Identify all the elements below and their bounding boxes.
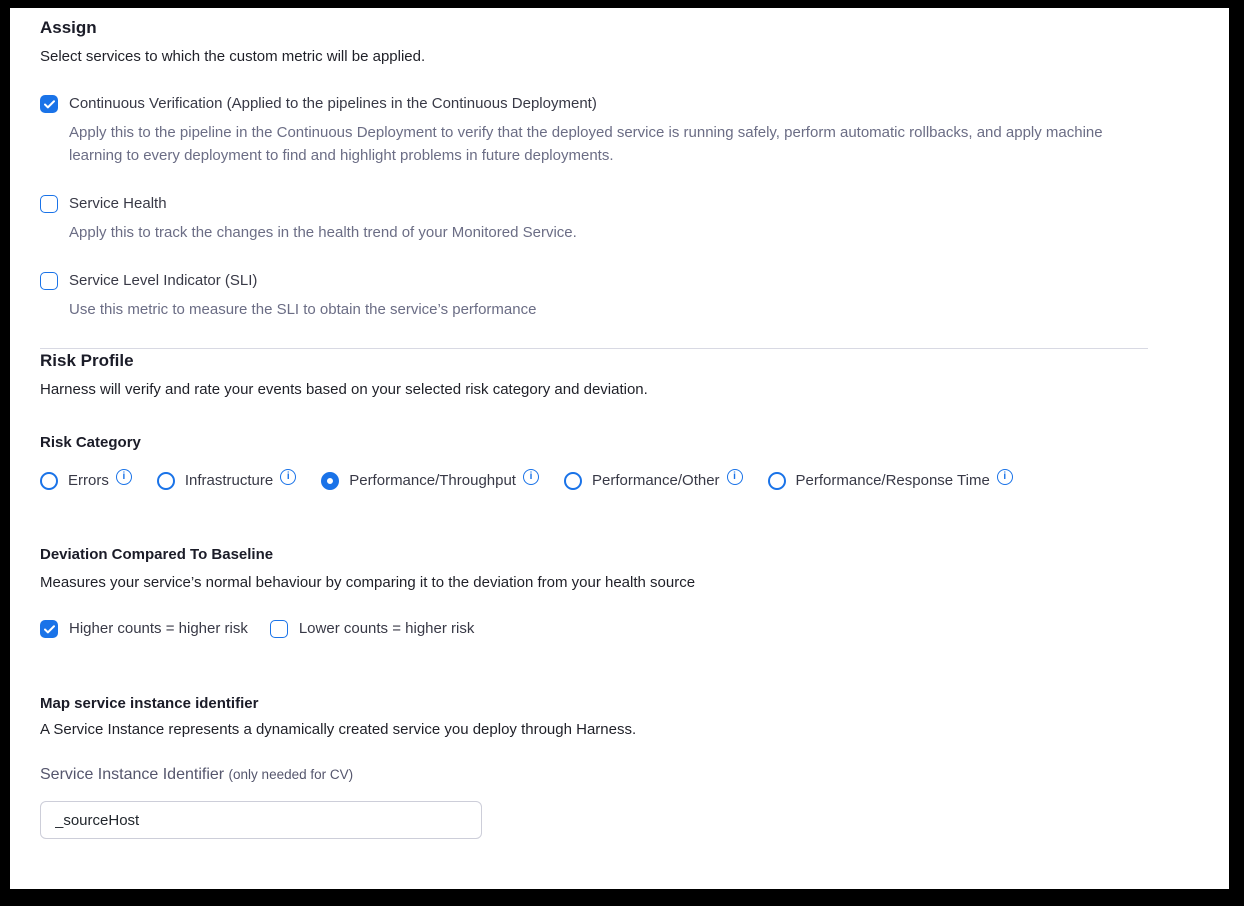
errors-radio[interactable] bbox=[40, 472, 58, 490]
service-health-label[interactable]: Service Health bbox=[69, 195, 167, 212]
errors-info-icon[interactable]: i bbox=[116, 469, 132, 485]
assign-section-subtitle: Select services to which the custom metric will be applied. bbox=[40, 48, 426, 65]
infrastructure-radio-label[interactable]: Infrastructure bbox=[184, 472, 274, 489]
assign-option-continuous-verification bbox=[40, 94, 1199, 167]
performance-response-time-info-icon[interactable]: i bbox=[997, 469, 1013, 485]
service-instance-identifier-label-suffix: (only needed for CV) bbox=[228, 767, 354, 782]
performance-other-info-icon[interactable]: i bbox=[727, 469, 743, 485]
higher-counts-checkbox[interactable] bbox=[40, 620, 58, 638]
sli-description: Use this metric to measure the SLI to obtain the service’s performance bbox=[69, 301, 537, 318]
assign-option-sli bbox=[40, 271, 1199, 321]
service-health-row[interactable] bbox=[40, 194, 1199, 214]
risk-category-radio-group bbox=[40, 471, 1199, 491]
map-service-title: Map service instance identifier bbox=[40, 695, 259, 712]
performance-other-radio[interactable] bbox=[564, 472, 582, 490]
service-instance-identifier-label bbox=[40, 765, 1199, 785]
performance-response-time-radio[interactable] bbox=[768, 472, 786, 490]
sli-row[interactable] bbox=[40, 271, 1199, 291]
continuous-verification-description: Apply this to the pipeline in the Continuous Deployment to verify that the deployed service is running safely, perform automatic rollbacks, and apply machine learning to every deployment to find and highlight problems in future deployments. bbox=[69, 124, 1103, 164]
service-health-checkbox[interactable] bbox=[40, 195, 58, 213]
check-icon bbox=[44, 625, 55, 634]
higher-counts-label[interactable]: Higher counts = higher risk bbox=[69, 620, 248, 637]
continuous-verification-checkbox[interactable] bbox=[40, 95, 58, 113]
performance-response-time-radio-label[interactable]: Performance/Response Time bbox=[795, 472, 990, 489]
map-service-subtitle: A Service Instance represents a dynamically created service you deploy through Harness. bbox=[40, 721, 637, 738]
service-instance-identifier-input[interactable] bbox=[40, 801, 482, 839]
continuous-verification-label[interactable]: Continuous Verification (Applied to the pipelines in the Continuous Deployment) bbox=[69, 95, 597, 112]
assign-option-service-health bbox=[40, 194, 1199, 244]
risk-profile-section-subtitle: Harness will verify and rate your events based on your selected risk category and deviation. bbox=[40, 381, 648, 398]
sli-label[interactable]: Service Level Indicator (SLI) bbox=[69, 272, 258, 289]
check-icon bbox=[44, 100, 55, 109]
errors-radio-label[interactable]: Errors bbox=[68, 472, 109, 489]
custom-metric-form-panel bbox=[10, 8, 1229, 889]
deviation-label: Deviation Compared To Baseline bbox=[40, 546, 274, 563]
radio-option-performance-other[interactable] bbox=[564, 471, 743, 491]
performance-throughput-radio-label[interactable]: Performance/Throughput bbox=[349, 472, 516, 489]
deviation-subtitle: Measures your service’s normal behaviour by comparing it to the deviation from your health source bbox=[40, 574, 696, 591]
risk-category-label: Risk Category bbox=[40, 434, 141, 451]
sli-checkbox[interactable] bbox=[40, 272, 58, 290]
radio-option-performance-throughput[interactable] bbox=[321, 471, 539, 491]
performance-throughput-info-icon[interactable]: i bbox=[523, 469, 539, 485]
infrastructure-info-icon[interactable]: i bbox=[280, 469, 296, 485]
infrastructure-radio[interactable] bbox=[157, 472, 175, 490]
performance-other-radio-label[interactable]: Performance/Other bbox=[591, 472, 720, 489]
service-health-description: Apply this to track the changes in the health trend of your Monitored Service. bbox=[69, 224, 577, 241]
radio-option-infrastructure[interactable] bbox=[157, 471, 296, 491]
assign-section-title: Assign bbox=[40, 18, 97, 37]
radio-option-performance-response-time[interactable] bbox=[768, 471, 1013, 491]
radio-option-errors[interactable] bbox=[40, 471, 132, 491]
lower-counts-checkbox[interactable] bbox=[270, 620, 288, 638]
service-instance-identifier-label-text: Service Instance Identifier bbox=[40, 766, 225, 783]
lower-counts-row[interactable] bbox=[270, 619, 475, 639]
performance-throughput-radio[interactable] bbox=[321, 472, 339, 490]
continuous-verification-row[interactable] bbox=[40, 94, 1199, 114]
higher-counts-row[interactable] bbox=[40, 619, 248, 639]
lower-counts-label[interactable]: Lower counts = higher risk bbox=[298, 620, 475, 637]
deviation-checkbox-group bbox=[40, 619, 1199, 639]
risk-profile-section-title: Risk Profile bbox=[40, 351, 134, 370]
